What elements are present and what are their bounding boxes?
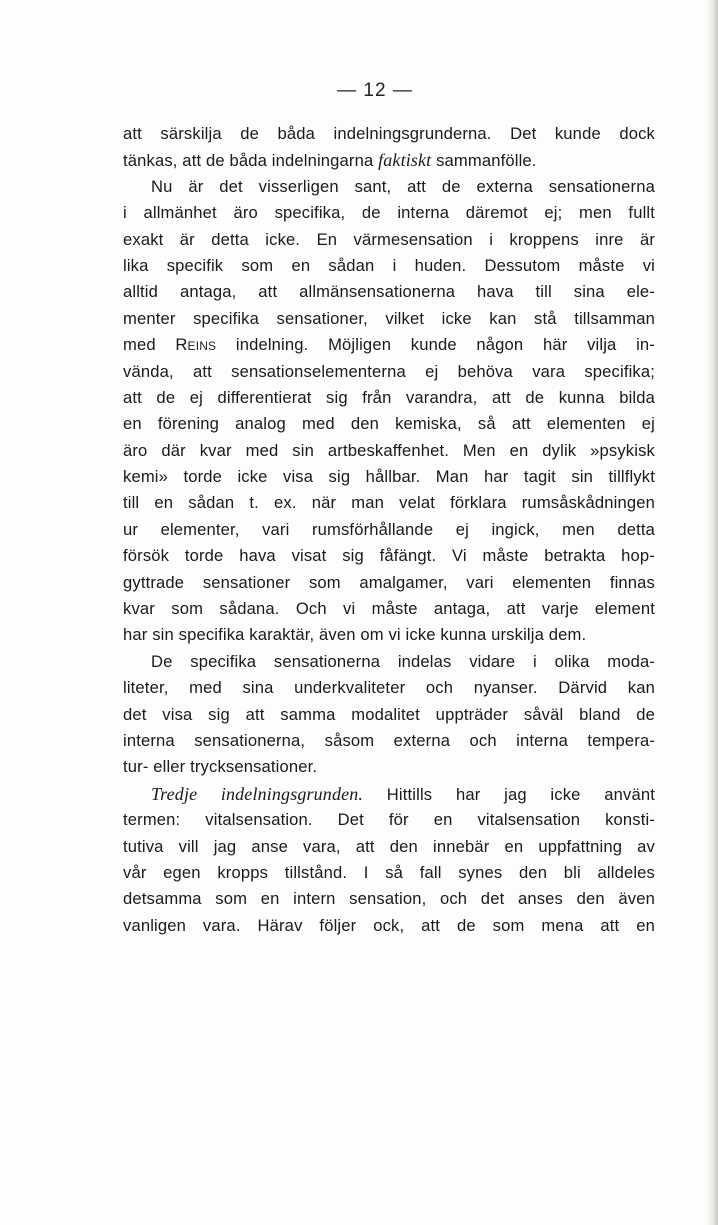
text-line bbox=[123, 754, 655, 780]
text-line bbox=[123, 543, 655, 569]
text-segment: kvar som sådana. Och vi måste antaga, att varje element bbox=[123, 599, 655, 619]
text-line bbox=[123, 490, 655, 516]
text-segment: indelning. Möjligen kunde någon här vilja in- bbox=[216, 335, 655, 355]
italic-text: Tredje indelningsgrunden. bbox=[151, 783, 364, 804]
text-line bbox=[123, 517, 655, 543]
text-line bbox=[123, 253, 655, 279]
text-line bbox=[123, 279, 655, 305]
text-segment: med bbox=[123, 335, 176, 355]
text-segment: exakt är detta icke. En värmesensation i kroppens inre är bbox=[123, 229, 655, 249]
text-segment: äro där kvar med sin artbeskaffenhet. Men en dylik »psykisk bbox=[123, 440, 655, 460]
text-line bbox=[123, 147, 655, 173]
text-segment: vända, att sensationselementerna ej behöva vara specifika; bbox=[123, 361, 655, 381]
text-line bbox=[123, 860, 655, 886]
body-text bbox=[123, 121, 655, 939]
text-line bbox=[123, 121, 655, 147]
text-segment: att särskilja de båda indelningsgrunderna. Det kunde dock bbox=[123, 124, 655, 143]
text-segment: alltid antaga, att allmänsensationerna hava till sina ele- bbox=[123, 282, 655, 302]
text-line bbox=[123, 227, 655, 253]
text-segment: vår egen kropps tillstånd. I så fall synes den bli alldeles bbox=[123, 862, 655, 882]
text-segment: kemi» torde icke visa sig hållbar. Man har tagit sin tillflykt bbox=[123, 467, 655, 487]
text-line bbox=[123, 807, 655, 833]
text-line bbox=[123, 649, 655, 675]
text-line bbox=[123, 464, 655, 490]
text-line bbox=[123, 728, 655, 754]
text-segment: Hittills har jag icke använt bbox=[363, 784, 655, 804]
text-segment: tur- eller trycksensationer. bbox=[123, 757, 318, 777]
page-number: — 12 — bbox=[337, 80, 413, 101]
text-line bbox=[123, 834, 655, 860]
text-segment: tutiva vill jag anse vara, att den innebär en uppfattning av bbox=[123, 836, 655, 856]
text-line bbox=[123, 174, 655, 200]
text-line bbox=[123, 622, 655, 648]
text-line bbox=[123, 332, 655, 358]
text-line bbox=[123, 411, 655, 437]
text-line bbox=[123, 913, 655, 939]
text-line bbox=[123, 438, 655, 464]
text-line bbox=[123, 359, 655, 385]
text-line bbox=[123, 596, 655, 622]
text-segment: sammanfölle. bbox=[431, 151, 537, 171]
text-line bbox=[123, 675, 655, 701]
text-segment: detsamma som en intern sensation, och det anses den även bbox=[123, 889, 655, 909]
text-segment: en förening analog med den kemiska, så att elementen ej bbox=[123, 414, 655, 434]
text-line bbox=[123, 385, 655, 411]
text-segment: försök torde hava visat sig fåfängt. Vi måste betrakta hop- bbox=[123, 546, 655, 566]
text-segment: att de ej differentierat sig från varandra, att de kunna bilda bbox=[123, 387, 655, 407]
text-segment: Nu är det visserligen sant, att de externa sensationerna bbox=[151, 176, 655, 196]
text-segment: lika specifik som en sådan i huden. Dessutom måste vi bbox=[123, 255, 655, 275]
text-segment: det visa sig att samma modalitet uppträder såväl bland de bbox=[123, 704, 655, 724]
text-segment: i allmänhet äro specifika, de interna däremot ej; men fullt bbox=[123, 203, 655, 223]
text-segment: tänkas, att de båda indelningarna bbox=[123, 151, 379, 171]
text-line bbox=[123, 570, 655, 596]
text-segment: interna sensationerna, såsom externa och interna tempera- bbox=[123, 730, 655, 750]
text-segment: vanligen vara. Härav följer ock, att de som mena att en bbox=[123, 915, 655, 935]
text-segment: till en sådan t. ex. när man velat förklara rumsåskådningen bbox=[123, 493, 655, 513]
smallcaps-text: Reins bbox=[175, 335, 217, 355]
text-segment: gyttrade sensationer som amalgamer, vari elementen finnas bbox=[123, 572, 655, 592]
text-line bbox=[123, 200, 655, 226]
text-line bbox=[123, 781, 655, 807]
text-segment: ur elementer, vari rumsförhållande ej ingick, men detta bbox=[123, 519, 655, 539]
text-segment: liteter, med sina underkvaliteter och nyanser. Därvid kan bbox=[123, 678, 655, 698]
text-line bbox=[123, 306, 655, 332]
text-line bbox=[123, 886, 655, 912]
text-segment: menter specifika sensationer, vilket icke kan stå tillsamman bbox=[123, 308, 655, 328]
text-line bbox=[123, 702, 655, 728]
text-segment: har sin specifika karaktär, även om vi icke kunna urskilja dem. bbox=[123, 625, 587, 645]
text-segment: De specifika sensationerna indelas vidare i olika moda- bbox=[151, 651, 655, 671]
page-edge-shadow bbox=[706, 0, 718, 1225]
text-segment: termen: vitalsensation. Det för en vitalsensation konsti- bbox=[123, 810, 655, 830]
italic-text: faktiskt bbox=[378, 150, 432, 171]
